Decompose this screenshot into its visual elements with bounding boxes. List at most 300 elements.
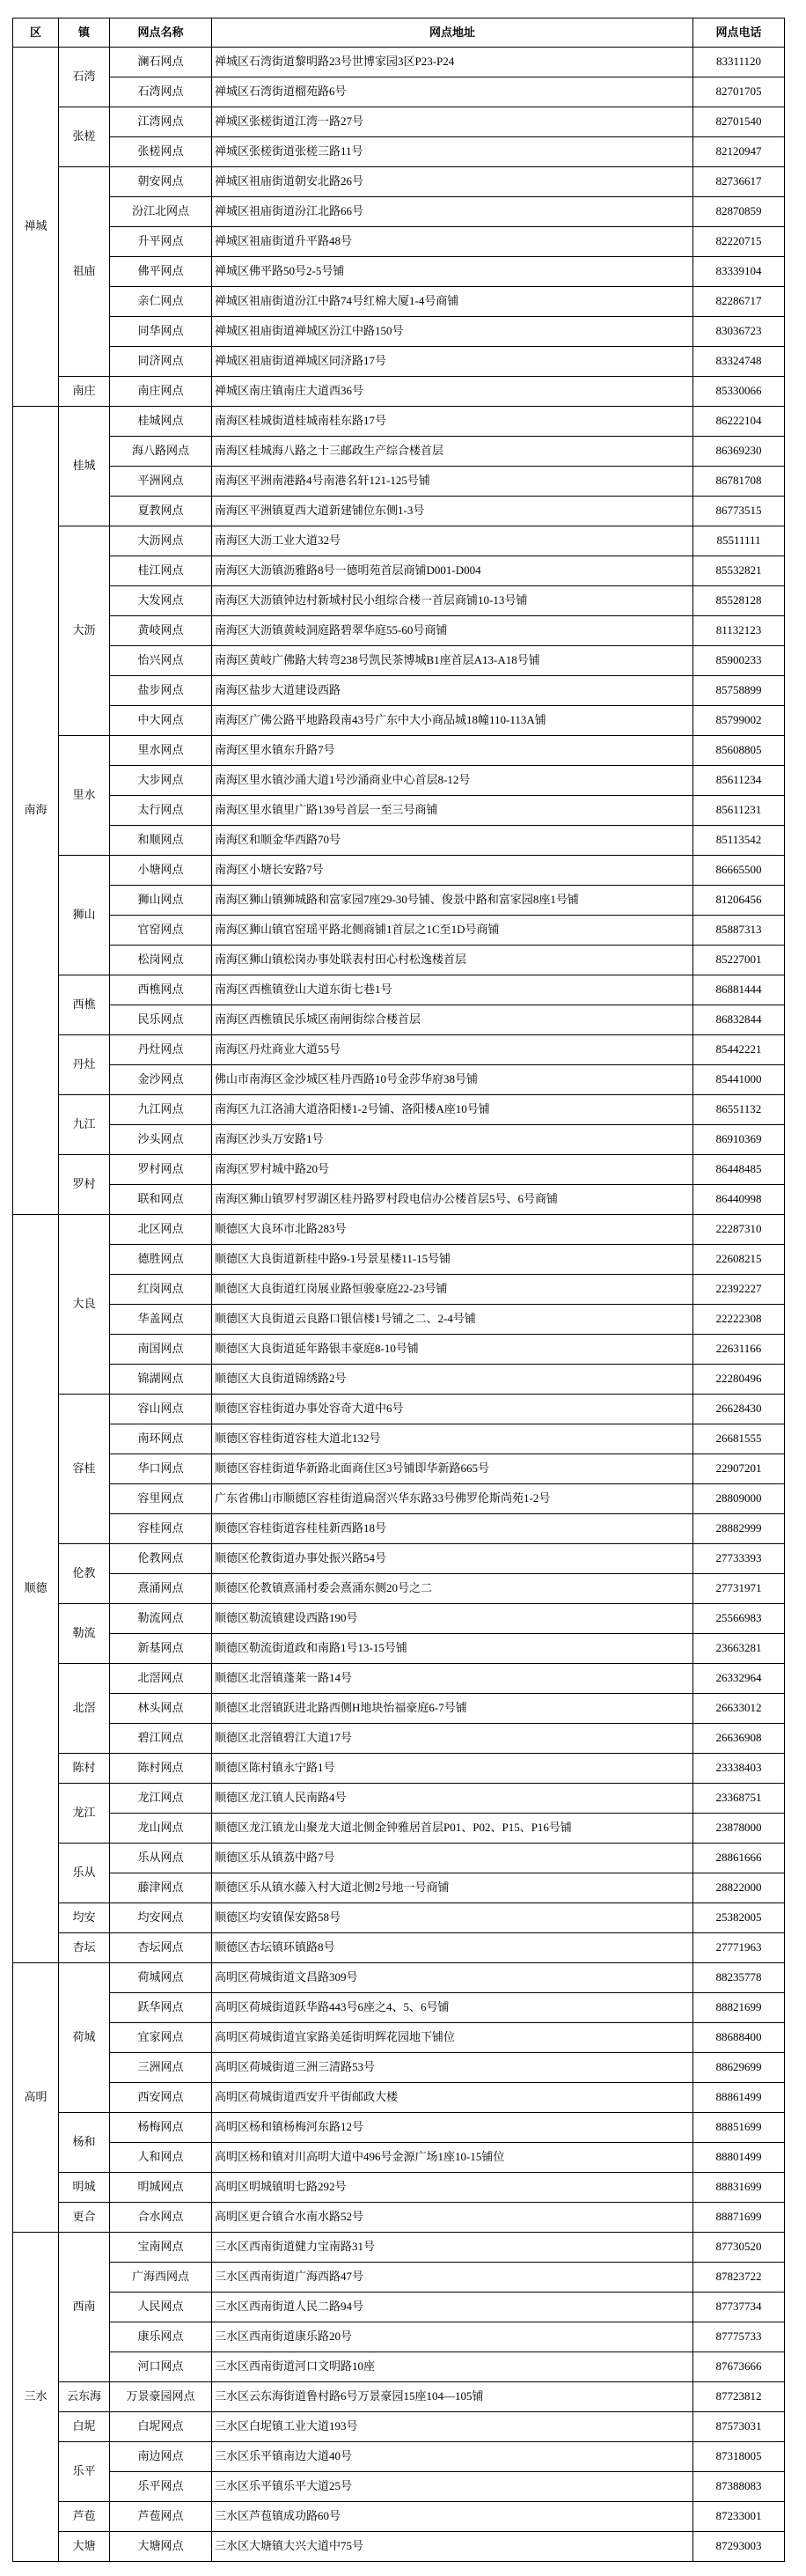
branch-name-cell: 伦教网点 [110, 1544, 212, 1574]
table-row [13, 1424, 785, 1454]
table-row [13, 1544, 785, 1574]
branch-phone-cell: 87775733 [693, 2322, 785, 2352]
table-row [13, 1484, 785, 1514]
branch-name-cell: 大塘网点 [110, 2532, 212, 2562]
branch-phone-cell: 28809000 [693, 1484, 785, 1514]
branch-address-cell: 高明区荷城街道西安升平街邮政大楼 [212, 2083, 693, 2113]
branch-address-cell: 南海区丹灶商业大道55号 [212, 1035, 693, 1065]
branch-address-cell: 三水区大塘镇大兴大道中75号 [212, 2532, 693, 2562]
branch-address-cell: 南海区大沥镇黄岐洞庭路碧翠华庭55-60号商铺 [212, 616, 693, 646]
table-row [13, 2322, 785, 2352]
table-row [13, 1155, 785, 1185]
branch-name-cell: 容山网点 [110, 1395, 212, 1424]
branch-address-cell: 高明区更合镇合水南水路52号 [212, 2203, 693, 2233]
table-row [13, 1963, 785, 1993]
town-cell: 云东海 [59, 2382, 110, 2412]
branch-phone-cell: 86448485 [693, 1155, 785, 1185]
branch-address-cell: 南海区里水镇沙涌大道1号沙涌商业中心首层8-12号 [212, 766, 693, 796]
branch-address-cell: 顺德区龙江镇人民南路4号 [212, 1784, 693, 1814]
branch-address-cell: 顺德区大良环市北路283号 [212, 1215, 693, 1245]
branch-name-cell: 海八路网点 [110, 437, 212, 467]
table-row [13, 77, 785, 107]
branch-address-cell: 禅城区祖庙街道汾江北路66号 [212, 197, 693, 227]
table-row [13, 1335, 785, 1365]
branch-address-cell: 顺德区陈村镇永宁路1号 [212, 1754, 693, 1784]
table-row [13, 2203, 785, 2233]
branch-name-cell: 民乐网点 [110, 1005, 212, 1035]
table-row [13, 1005, 785, 1035]
branch-name-cell: 同济网点 [110, 347, 212, 377]
table-row [13, 916, 785, 946]
branch-phone-cell: 86665500 [693, 856, 785, 886]
branch-name-cell: 盐步网点 [110, 676, 212, 706]
branch-address-cell: 顺德区大良街道锦绣路2号 [212, 1365, 693, 1395]
table-row [13, 2053, 785, 2083]
branch-name-cell: 藤津网点 [110, 1873, 212, 1903]
branch-name-cell: 白坭网点 [110, 2412, 212, 2442]
branch-phone-cell: 82701540 [693, 107, 785, 137]
branch-address-cell: 禅城区张槎街道江湾一路27号 [212, 107, 693, 137]
town-cell: 陈村 [59, 1754, 110, 1784]
table-row [13, 736, 785, 766]
table-row [13, 107, 785, 137]
branch-name-cell: 佛平网点 [110, 257, 212, 287]
branch-phone-cell: 85758899 [693, 676, 785, 706]
branch-address-cell: 高明区明城镇明七路292号 [212, 2173, 693, 2203]
table-row [13, 2233, 785, 2263]
branch-phone-cell: 82701705 [693, 77, 785, 107]
branch-phone-cell: 88871699 [693, 2203, 785, 2233]
branch-name-cell: 杏坛网点 [110, 1933, 212, 1963]
branch-phone-cell: 86773515 [693, 497, 785, 526]
table-row [13, 1514, 785, 1544]
branch-address-cell: 高明区荷城街道文昌路309号 [212, 1963, 693, 1993]
branch-address-cell: 南海区大沥镇沥雅路8号一德明苑首层商铺D001-D004 [212, 556, 693, 586]
town-cell: 北滘 [59, 1664, 110, 1754]
branch-phone-cell: 87823722 [693, 2263, 785, 2293]
branch-name-cell: 明城网点 [110, 2173, 212, 2203]
branch-address-cell: 顺德区勒流街道政和南路1号13-15号铺 [212, 1634, 693, 1664]
branch-name-cell: 夏教网点 [110, 497, 212, 526]
branch-phone-cell: 87293003 [693, 2532, 785, 2562]
town-cell: 罗村 [59, 1155, 110, 1215]
branch-address-cell: 顺德区大良街道红岗展业路恒骏豪庭22-23号铺 [212, 1275, 693, 1305]
branch-address-cell: 禅城区石湾街道黎明路23号世博家园3区P23-P24 [212, 48, 693, 77]
branch-name-cell: 大发网点 [110, 586, 212, 616]
branch-phone-cell: 26628430 [693, 1395, 785, 1424]
branch-name-cell: 南庄网点 [110, 377, 212, 407]
branch-name-cell: 和顺网点 [110, 826, 212, 856]
branch-phone-cell: 87573031 [693, 2412, 785, 2442]
branch-address-cell: 顺德区容桂街道容桂大道北132号 [212, 1424, 693, 1454]
table-row [13, 1814, 785, 1844]
table-row [13, 2412, 785, 2442]
branch-phone-cell: 85441000 [693, 1065, 785, 1095]
branch-address-cell: 高明区荷城街道宜家路美延街明辉花园地下铺位 [212, 2023, 693, 2053]
table-row [13, 1574, 785, 1604]
branch-table [12, 18, 785, 2562]
branch-address-cell: 顺德区容桂街道容桂桂新西路18号 [212, 1514, 693, 1544]
branch-address-cell: 顺德区北滘镇蓬莱一路14号 [212, 1664, 693, 1694]
branch-name-cell: 罗村网点 [110, 1155, 212, 1185]
branch-address-cell: 顺德区均安镇保安路58号 [212, 1903, 693, 1933]
branch-phone-cell: 85442221 [693, 1035, 785, 1065]
header-town: 镇 [59, 18, 110, 48]
branch-phone-cell: 26332964 [693, 1664, 785, 1694]
branch-name-cell: 新基网点 [110, 1634, 212, 1664]
branch-name-cell: 华盖网点 [110, 1305, 212, 1335]
branch-name-cell: 乐从网点 [110, 1844, 212, 1873]
table-row [13, 377, 785, 407]
branch-name-cell: 熹涌网点 [110, 1574, 212, 1604]
branch-phone-cell: 82286717 [693, 287, 785, 317]
branch-name-cell: 亲仁网点 [110, 287, 212, 317]
branch-phone-cell: 83036723 [693, 317, 785, 347]
table-row [13, 1095, 785, 1125]
branch-address-cell: 南海区狮山镇松岗办事处联表村田心村松逸楼首层 [212, 946, 693, 975]
district-cell: 顺德 [13, 1215, 59, 1963]
branch-phone-cell: 22280496 [693, 1365, 785, 1395]
branch-phone-cell: 22222308 [693, 1305, 785, 1335]
town-cell: 九江 [59, 1095, 110, 1155]
branch-address-cell: 南海区桂城街道桂城南桂东路17号 [212, 407, 693, 437]
branch-address-cell: 南海区沙头万安路1号 [212, 1125, 693, 1155]
table-row [13, 1305, 785, 1335]
branch-address-cell: 顺德区杏坛镇环镇路8号 [212, 1933, 693, 1963]
branch-address-cell: 顺德区容桂街道办事处容奇大道中6号 [212, 1395, 693, 1424]
table-row [13, 1634, 785, 1664]
branch-phone-cell: 88861499 [693, 2083, 785, 2113]
table-row [13, 1065, 785, 1095]
branch-phone-cell: 82736617 [693, 167, 785, 197]
district-cell: 高明 [13, 1963, 59, 2233]
branch-phone-cell: 82120947 [693, 137, 785, 167]
branch-name-cell: 人和网点 [110, 2143, 212, 2173]
table-row [13, 1365, 785, 1395]
branch-phone-cell: 87318005 [693, 2442, 785, 2472]
town-cell: 白坭 [59, 2412, 110, 2442]
branch-address-cell: 三水区芦苞镇成功路60号 [212, 2502, 693, 2532]
table-row [13, 2502, 785, 2532]
branch-phone-cell: 86369230 [693, 437, 785, 467]
branch-phone-cell: 87730520 [693, 2233, 785, 2263]
branch-phone-cell: 83324748 [693, 347, 785, 377]
branch-table-body [13, 48, 785, 2562]
town-cell: 西樵 [59, 975, 110, 1035]
branch-name-cell: 松岗网点 [110, 946, 212, 975]
branch-address-cell: 顺德区乐从镇水藤入村大道北侧2号地一号商铺 [212, 1873, 693, 1903]
branch-phone-cell: 86910369 [693, 1125, 785, 1155]
branch-address-cell: 高明区杨和镇杨梅河东路12号 [212, 2113, 693, 2143]
table-row [13, 1275, 785, 1305]
branch-phone-cell: 85900233 [693, 646, 785, 676]
branch-name-cell: 联和网点 [110, 1185, 212, 1215]
town-cell: 乐从 [59, 1844, 110, 1903]
table-row [13, 1215, 785, 1245]
header-row [13, 18, 785, 48]
branch-phone-cell: 85532821 [693, 556, 785, 586]
table-row [13, 856, 785, 886]
town-cell: 丹灶 [59, 1035, 110, 1095]
branch-phone-cell: 87737734 [693, 2293, 785, 2322]
branch-phone-cell: 85611231 [693, 796, 785, 826]
branch-address-cell: 南海区桂城海八路之十三邮政生产综合楼首层 [212, 437, 693, 467]
table-row [13, 2023, 785, 2053]
branch-name-cell: 南国网点 [110, 1335, 212, 1365]
branch-phone-cell: 86440998 [693, 1185, 785, 1215]
branch-address-cell: 顺德区伦教镇熹涌村委会熹涌东侧20号之二 [212, 1574, 693, 1604]
branch-address-cell: 南海区九江洛浦大道洛阳楼1-2号铺、洛阳楼A座10号铺 [212, 1095, 693, 1125]
table-row [13, 1454, 785, 1484]
branch-name-cell: 狮山网点 [110, 886, 212, 916]
branch-address-cell: 广东省佛山市顺德区容桂街道扁滘兴华东路33号佛罗伦斯尚苑1-2号 [212, 1484, 693, 1514]
branch-name-cell: 跃华网点 [110, 1993, 212, 2023]
branch-address-cell: 三水区乐平镇乐平大道25号 [212, 2472, 693, 2502]
table-row [13, 2472, 785, 2502]
branch-phone-cell: 22907201 [693, 1454, 785, 1484]
branch-name-cell: 沙头网点 [110, 1125, 212, 1155]
branch-phone-cell: 88801499 [693, 2143, 785, 2173]
branch-name-cell: 广海西网点 [110, 2263, 212, 2293]
district-cell: 南海 [13, 407, 59, 1215]
branch-name-cell: 红岗网点 [110, 1275, 212, 1305]
branch-name-cell: 九江网点 [110, 1095, 212, 1125]
table-row [13, 676, 785, 706]
branch-address-cell: 高明区荷城街道跃华路443号6座之4、5、6号铺 [212, 1993, 693, 2023]
table-row [13, 1035, 785, 1065]
branch-address-cell: 禅城区祖庙街道禅城区汾江中路150号 [212, 317, 693, 347]
branch-phone-cell: 88851699 [693, 2113, 785, 2143]
branch-name-cell: 大沥网点 [110, 526, 212, 556]
branch-address-cell: 禅城区石湾街道榴苑路6号 [212, 77, 693, 107]
branch-phone-cell: 28861666 [693, 1844, 785, 1873]
branch-phone-cell: 83311120 [693, 48, 785, 77]
town-cell: 杏坛 [59, 1933, 110, 1963]
table-row [13, 975, 785, 1005]
table-row [13, 227, 785, 257]
branch-phone-cell: 85887313 [693, 916, 785, 946]
branch-address-cell: 南海区狮山镇官窑瑶平路北侧商铺1首层之1C至1D号商铺 [212, 916, 693, 946]
table-row [13, 766, 785, 796]
table-row [13, 1844, 785, 1873]
branch-name-cell: 均安网点 [110, 1903, 212, 1933]
branch-phone-cell: 83339104 [693, 257, 785, 287]
branch-address-cell: 南海区西樵镇民乐城区南闸街综合楼首层 [212, 1005, 693, 1035]
branch-address-cell: 高明区荷城街道三洲三清路53号 [212, 2053, 693, 2083]
town-cell: 张槎 [59, 107, 110, 167]
branch-phone-cell: 86551132 [693, 1095, 785, 1125]
table-row [13, 197, 785, 227]
table-row [13, 137, 785, 167]
branch-phone-cell: 22392227 [693, 1275, 785, 1305]
table-row [13, 646, 785, 676]
branch-phone-cell: 87673666 [693, 2352, 785, 2382]
town-cell: 南庄 [59, 377, 110, 407]
town-cell: 祖庙 [59, 167, 110, 377]
table-row [13, 467, 785, 497]
branch-phone-cell: 27733393 [693, 1544, 785, 1574]
branch-address-cell: 三水区西南街道康乐路20号 [212, 2322, 693, 2352]
branch-address-cell: 南海区广佛公路平地路段南43号广东中大小商品城18幢110-113A铺 [212, 706, 693, 736]
table-row [13, 257, 785, 287]
branch-phone-cell: 85113542 [693, 826, 785, 856]
branch-name-cell: 宝南网点 [110, 2233, 212, 2263]
table-row [13, 1604, 785, 1634]
branch-address-cell: 顺德区容桂街道华新路北面商住区3号铺即华新路665号 [212, 1454, 693, 1484]
header-district: 区 [13, 18, 59, 48]
branch-name-cell: 勒流网点 [110, 1604, 212, 1634]
table-row [13, 2263, 785, 2293]
town-cell: 荷城 [59, 1963, 110, 2113]
table-row [13, 586, 785, 616]
branch-phone-cell: 88629699 [693, 2053, 785, 2083]
branch-address-cell: 顺德区大良街道延年路银丰豪庭8-10号铺 [212, 1335, 693, 1365]
branch-name-cell: 河口网点 [110, 2352, 212, 2382]
branch-name-cell: 华口网点 [110, 1454, 212, 1484]
branch-name-cell: 容里网点 [110, 1484, 212, 1514]
header-branch-phone: 网点电话 [693, 18, 785, 48]
branch-phone-cell: 86222104 [693, 407, 785, 437]
branch-name-cell: 芦苞网点 [110, 2502, 212, 2532]
branch-name-cell: 平洲网点 [110, 467, 212, 497]
table-row [13, 1694, 785, 1724]
table-row [13, 1933, 785, 1963]
branch-name-cell: 北区网点 [110, 1215, 212, 1245]
branch-address-cell: 南海区平洲南港路4号南港名轩121-125号铺 [212, 467, 693, 497]
branch-name-cell: 杨梅网点 [110, 2113, 212, 2143]
branch-phone-cell: 85528128 [693, 586, 785, 616]
branch-address-cell: 南海区大沥工业大道32号 [212, 526, 693, 556]
branch-phone-cell: 86781708 [693, 467, 785, 497]
branch-name-cell: 里水网点 [110, 736, 212, 766]
town-cell: 大沥 [59, 526, 110, 736]
branch-phone-cell: 81132123 [693, 616, 785, 646]
branch-phone-cell: 26633012 [693, 1694, 785, 1724]
town-cell: 均安 [59, 1903, 110, 1933]
branch-name-cell: 官窑网点 [110, 916, 212, 946]
table-row [13, 48, 785, 77]
branch-phone-cell: 85227001 [693, 946, 785, 975]
branch-address-cell: 三水区白坭镇工业大道193号 [212, 2412, 693, 2442]
table-row [13, 1754, 785, 1784]
table-row [13, 826, 785, 856]
branch-address-cell: 南海区小塘长安路7号 [212, 856, 693, 886]
table-row [13, 796, 785, 826]
branch-phone-cell: 27771963 [693, 1933, 785, 1963]
branch-phone-cell: 25566983 [693, 1604, 785, 1634]
table-row [13, 526, 785, 556]
branch-name-cell: 汾江北网点 [110, 197, 212, 227]
branch-address-cell: 三水区云东海街道鲁村路6号万景豪园15座104—105铺 [212, 2382, 693, 2412]
town-cell: 明城 [59, 2173, 110, 2203]
branch-phone-cell: 22631166 [693, 1335, 785, 1365]
branch-address-cell: 禅城区南庄镇南庄大道西36号 [212, 377, 693, 407]
branch-phone-cell: 85330066 [693, 377, 785, 407]
branch-address-cell: 三水区乐平镇南边大道40号 [212, 2442, 693, 2472]
branch-phone-cell: 85608805 [693, 736, 785, 766]
branch-address-cell: 禅城区张槎街道张槎三路11号 [212, 137, 693, 167]
branch-phone-cell: 88831699 [693, 2173, 785, 2203]
district-cell: 三水 [13, 2233, 59, 2562]
branch-phone-cell: 81206456 [693, 886, 785, 916]
branch-phone-cell: 88235778 [693, 1963, 785, 1993]
branch-name-cell: 万景豪园网点 [110, 2382, 212, 2412]
branch-phone-cell: 22287310 [693, 1215, 785, 1245]
table-row [13, 2143, 785, 2173]
branch-phone-cell: 85511111 [693, 526, 785, 556]
branch-address-cell: 顺德区北滘镇跃进北路西侧H地块怡福豪庭6-7号铺 [212, 1694, 693, 1724]
branch-name-cell: 中大网点 [110, 706, 212, 736]
branch-phone-cell: 23663281 [693, 1634, 785, 1664]
branch-address-cell: 三水区西南街道健力宝南路31号 [212, 2233, 693, 2263]
branch-phone-cell: 85799002 [693, 706, 785, 736]
table-row [13, 1903, 785, 1933]
branch-phone-cell: 23368751 [693, 1784, 785, 1814]
table-row [13, 407, 785, 437]
header-branch-address: 网点地址 [212, 18, 693, 48]
table-row [13, 1245, 785, 1275]
branch-name-cell: 碧江网点 [110, 1724, 212, 1754]
branch-address-cell: 禅城区祖庙街道朝安北路26号 [212, 167, 693, 197]
table-row [13, 287, 785, 317]
branch-phone-cell: 85611234 [693, 766, 785, 796]
branch-name-cell: 锦湖网点 [110, 1365, 212, 1395]
branch-phone-cell: 25382005 [693, 1903, 785, 1933]
branch-phone-cell: 26681555 [693, 1424, 785, 1454]
table-row [13, 2293, 785, 2322]
branch-phone-cell: 86832844 [693, 1005, 785, 1035]
branch-name-cell: 龙江网点 [110, 1784, 212, 1814]
branch-phone-cell: 88821699 [693, 1993, 785, 2023]
branch-address-cell: 禅城区祖庙街道禅城区同济路17号 [212, 347, 693, 377]
table-row [13, 706, 785, 736]
branch-address-cell: 佛山市南海区金沙城区桂丹西路10号金莎华府38号铺 [212, 1065, 693, 1095]
branch-address-cell: 顺德区伦教街道办事处振兴路54号 [212, 1544, 693, 1574]
town-cell: 里水 [59, 736, 110, 856]
branch-address-cell: 三水区西南街道人民二路94号 [212, 2293, 693, 2322]
branch-name-cell: 大步网点 [110, 766, 212, 796]
branch-phone-cell: 88688400 [693, 2023, 785, 2053]
branch-address-cell: 高明区杨和镇对川高明大道中496号金源广场1座10-15铺位 [212, 2143, 693, 2173]
table-row [13, 2173, 785, 2203]
branch-name-cell: 石湾网点 [110, 77, 212, 107]
table-row [13, 2083, 785, 2113]
header-branch-name: 网点名称 [110, 18, 212, 48]
town-cell: 狮山 [59, 856, 110, 975]
table-row [13, 437, 785, 467]
branch-address-cell: 三水区西南街道广海西路47号 [212, 2263, 693, 2293]
town-cell: 大良 [59, 1215, 110, 1395]
town-cell: 勒流 [59, 1604, 110, 1664]
branch-address-cell: 顺德区勒流镇建设西路190号 [212, 1604, 693, 1634]
table-row [13, 886, 785, 916]
branch-name-cell: 金沙网点 [110, 1065, 212, 1095]
branch-address-cell: 南海区西樵镇登山大道东街七巷1号 [212, 975, 693, 1005]
branch-name-cell: 人民网点 [110, 2293, 212, 2322]
branch-phone-cell: 23878000 [693, 1814, 785, 1844]
town-cell: 伦教 [59, 1544, 110, 1604]
branch-phone-cell: 22608215 [693, 1245, 785, 1275]
branch-name-cell: 朝安网点 [110, 167, 212, 197]
branch-phone-cell: 87233001 [693, 2502, 785, 2532]
branch-phone-cell: 86881444 [693, 975, 785, 1005]
branch-address-cell: 南海区和顺金华西路70号 [212, 826, 693, 856]
branch-phone-cell: 28882999 [693, 1514, 785, 1544]
branch-name-cell: 丹灶网点 [110, 1035, 212, 1065]
table-row [13, 2532, 785, 2562]
branch-name-cell: 小塘网点 [110, 856, 212, 886]
branch-address-cell: 南海区狮山镇罗村罗湖区桂丹路罗村段电信办公楼首层5号、6号商铺 [212, 1185, 693, 1215]
